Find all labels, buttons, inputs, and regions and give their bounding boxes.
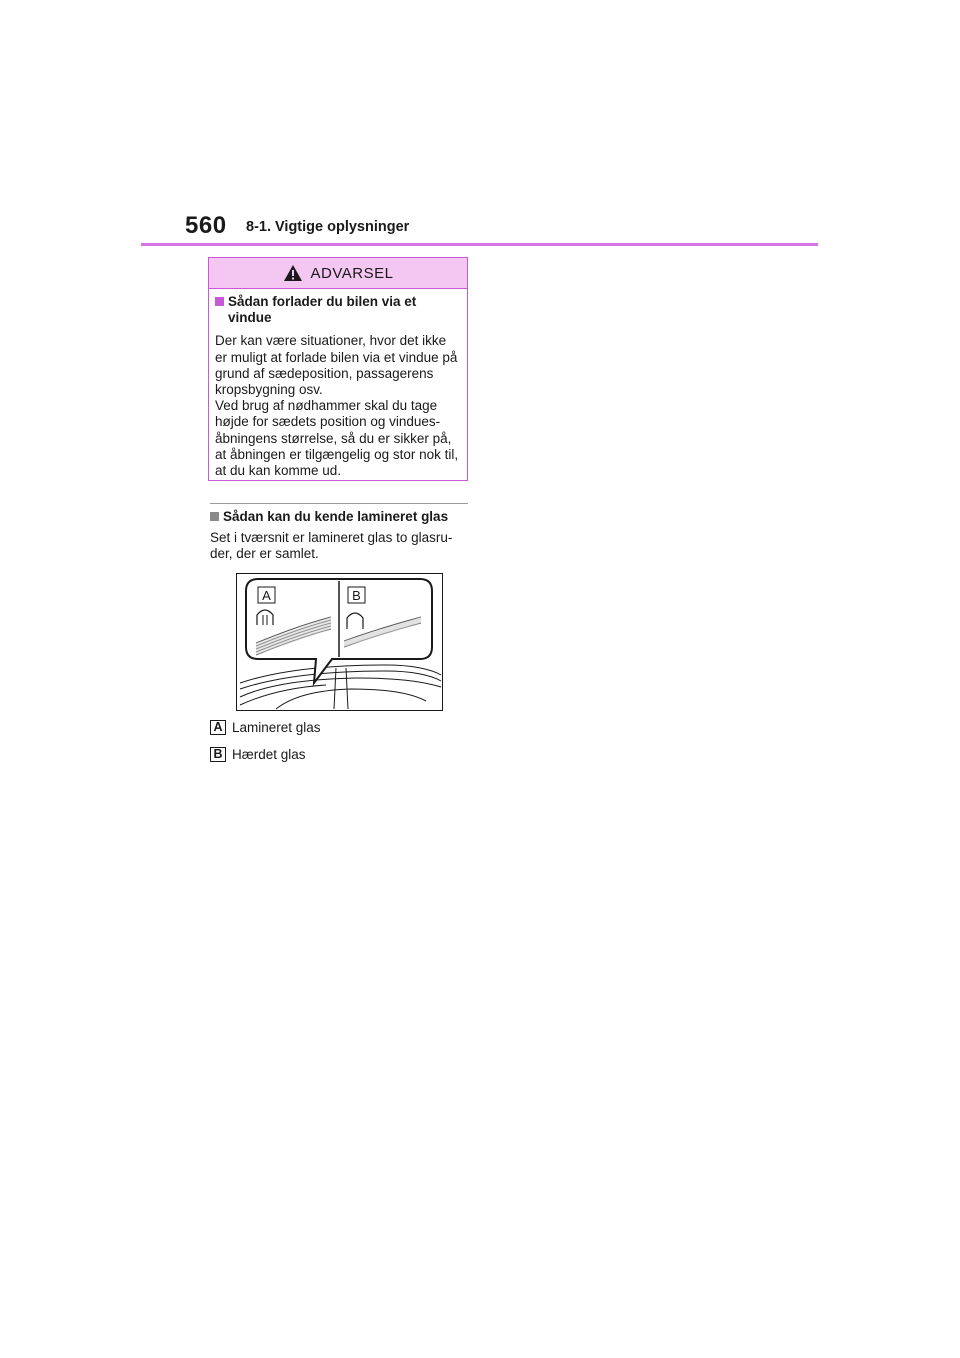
svg-text:A: A xyxy=(262,588,271,603)
legend-item-tempered xyxy=(210,747,306,762)
warning-body xyxy=(209,289,467,479)
header-divider xyxy=(141,243,818,246)
section-divider xyxy=(210,503,468,504)
warning-text: Der kan være situationer, hvor det ikke er muligt at forlade bilen via et vindue på grund af sædeposition, passagerens kropsbygning osv. Ved brug af nødhammer skal du tage højde for sædets position og vindues-åbningens størrelse, så du er sikker på, at åbningen er tilgængelig og stor nok til, at du kan komme ud. xyxy=(215,333,459,479)
warning-box xyxy=(208,257,468,481)
legend-item-laminated xyxy=(210,720,321,735)
warning-header xyxy=(209,258,467,289)
callout-b-label xyxy=(348,587,365,603)
section-text: Set i tværsnit er lamineret glas to glasru-der, der er samlet. xyxy=(210,530,453,562)
legend-key-a: A xyxy=(210,720,226,735)
warning-heading-text: Sådan forlader du bilen via et vindue xyxy=(228,294,417,326)
svg-text:B: B xyxy=(352,588,361,603)
legend-key-b: B xyxy=(210,747,226,762)
warning-triangle-icon xyxy=(283,264,303,282)
laminated-glass-illustration xyxy=(236,573,443,711)
legend-label-tempered: Hærdet glas xyxy=(232,747,306,762)
callout-a-label xyxy=(258,587,275,603)
warning-heading xyxy=(215,294,461,326)
legend-label-laminated: Lamineret glas xyxy=(232,720,321,735)
section-title: 8-1. Vigtige oplysninger xyxy=(246,219,410,235)
page-number: 560 xyxy=(185,212,227,239)
section-heading-text: Sådan kan du kende lamineret glas xyxy=(223,509,449,524)
section-heading xyxy=(210,509,472,525)
bullet-square-icon xyxy=(210,512,219,521)
bullet-square-icon xyxy=(215,297,224,306)
warning-label: ADVARSEL xyxy=(310,264,394,282)
